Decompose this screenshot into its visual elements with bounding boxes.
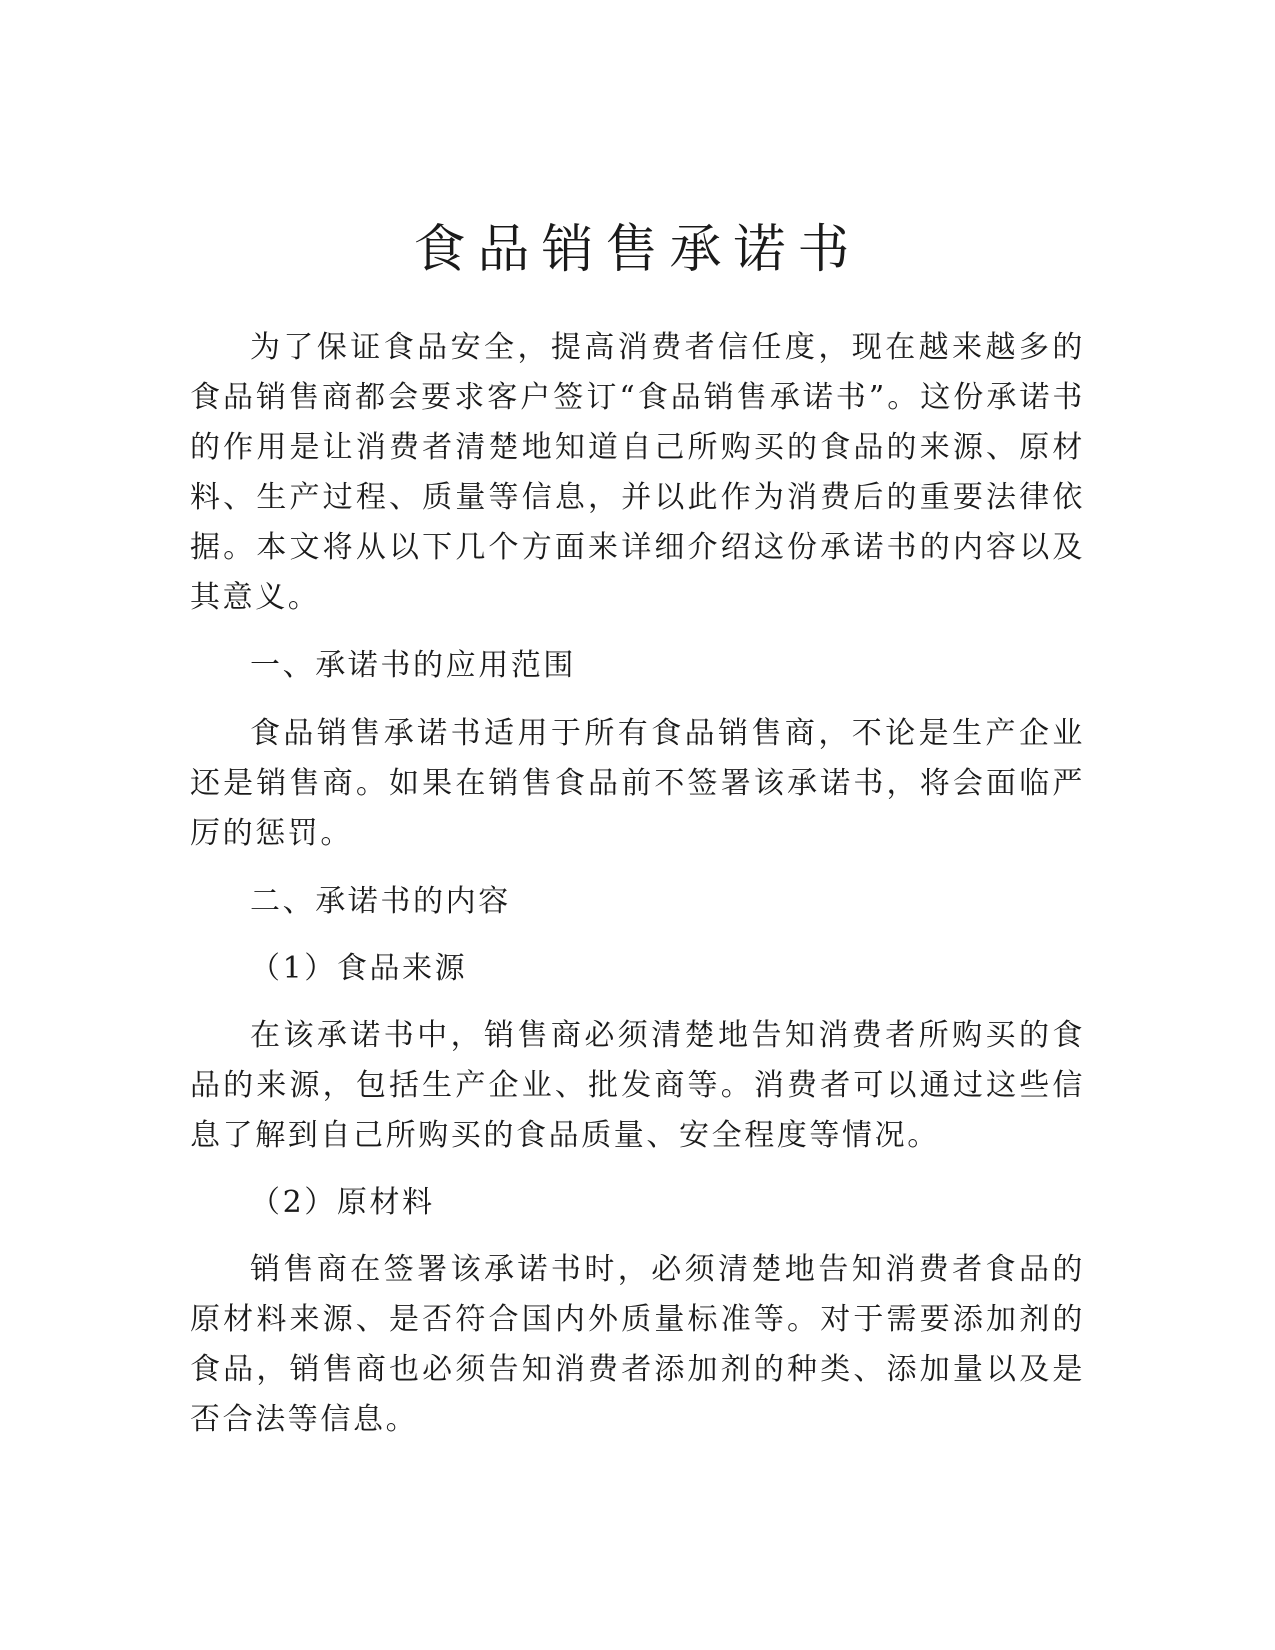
section1-paragraph: 食品销售承诺书适用于所有食品销售商，不论是生产企业还是销售商。如果在销售食品前不签署该承诺书，将会面临严厉的惩罚。 <box>190 716 1085 851</box>
document-body <box>190 323 1085 1445</box>
intro-paragraph: 为了保证食品安全，提高消费者信任度，现在越来越多的食品销售商都会要求客户签订“食品销售承诺书”。这份承诺书的作用是让消费者清楚地知道自己所购买的食品的来源、原材料、生产过程、质量等信息，并以此作为消费后的重要法律依据。本文将从以下几个方面来详细介绍这份承诺书的内容以及其意义。 <box>190 330 1085 615</box>
subsection1-paragraph: 在该承诺书中，销售商必须清楚地告知消费者所购买的食品的来源，包括生产企业、批发商等。消费者可以通过这些信息了解到自己所购买的食品质量、安全程度等情况。 <box>190 1018 1085 1153</box>
subsection1-heading: （1）食品来源 <box>250 951 468 986</box>
section2-heading: 二、承诺书的内容 <box>250 884 511 919</box>
document-title: 食品销售承诺书 <box>413 220 862 280</box>
subsection2-paragraph: 销售商在签署该承诺书时，必须清楚地告知消费者食品的原材料来源、是否符合国内外质量标准等。对于需要添加剂的食品，销售商也必须告知消费者添加剂的种类、添加量以及是否合法等信息。 <box>190 1252 1085 1437</box>
subsection2-heading: （2）原材料 <box>250 1185 435 1220</box>
section1-heading: 一、承诺书的应用范围 <box>250 648 576 683</box>
